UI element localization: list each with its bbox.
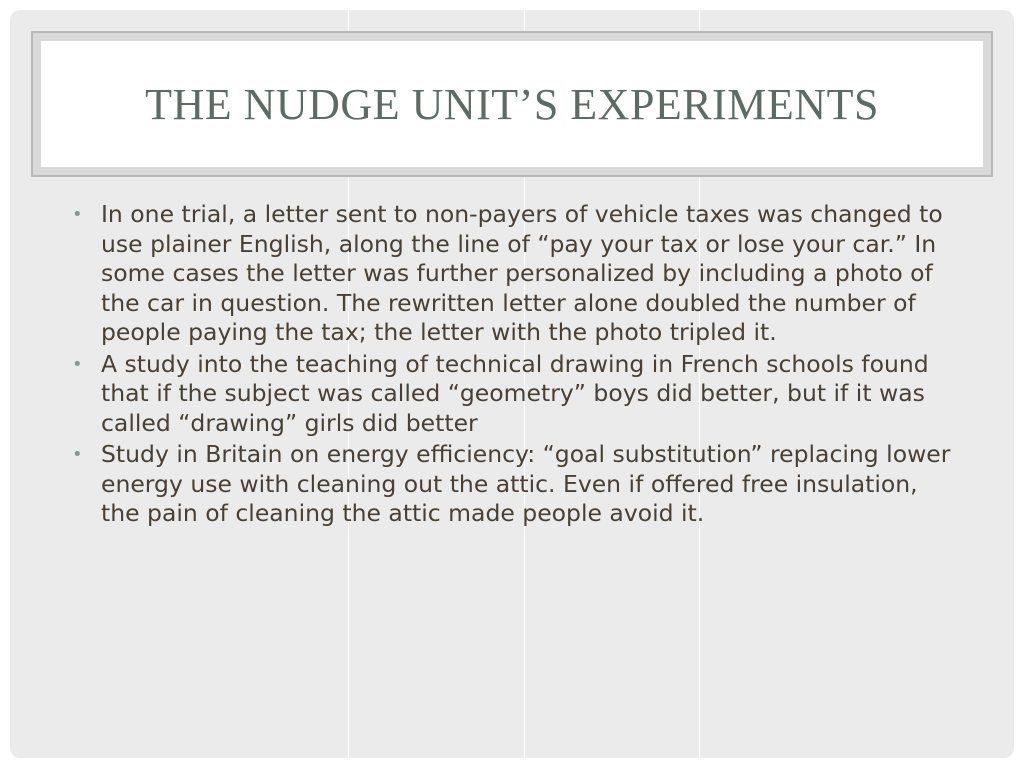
slide xyxy=(10,10,1014,758)
bullet-dot-icon: • xyxy=(72,444,83,465)
title-frame xyxy=(31,31,993,177)
bullet-item xyxy=(72,200,962,348)
bullet-dot-icon: • xyxy=(72,204,83,225)
bullet-item xyxy=(72,440,962,529)
bullet-list xyxy=(72,200,962,531)
slide-title: THE NUDGE UNIT’S EXPERIMENTS xyxy=(145,79,879,129)
bullet-item xyxy=(72,350,962,439)
bullet-text: A study into the teaching of technical drawing in French schools found that if the subject was called “geometry” boys did better, but if it was called “drawing” girls did better xyxy=(101,349,929,437)
bullet-dot-icon: • xyxy=(72,353,83,375)
bullet-text: Study in Britain on energy efficiency: “goal substitution” replacing lower energy use with cleaning out the attic. Even if offered free insulation, the pain of cleaning the attic made people avoid it. xyxy=(101,440,951,527)
title-box xyxy=(41,41,983,167)
bullet-text: In one trial, a letter sent to non-payers of vehicle taxes was changed to use plainer English, along the line of “pay your tax or lose your car.” In some cases the letter was further personalized by including a photo of the car in question. The rewritten letter alone doubled the number of people paying the tax; the letter with the photo tripled it. xyxy=(101,200,943,346)
